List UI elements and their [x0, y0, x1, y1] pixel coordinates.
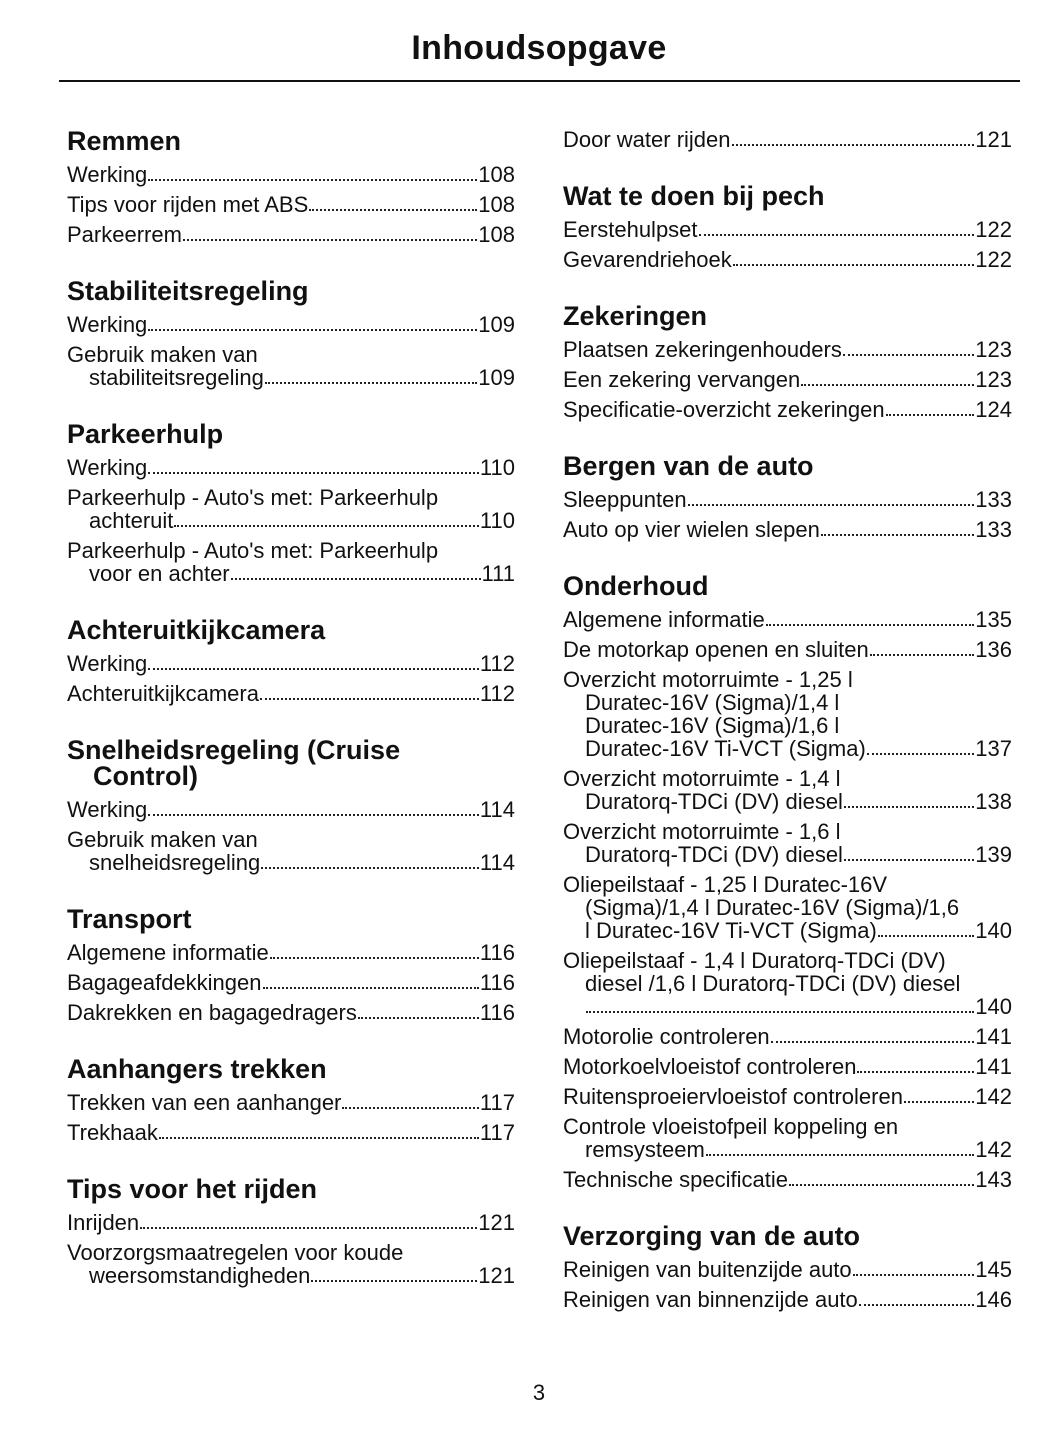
toc-page-number[interactable]: 133 [975, 487, 1012, 512]
section-heading-line: Parkeerhulp [67, 419, 224, 449]
dot-leader [771, 1041, 975, 1043]
toc-entry[interactable] [563, 1288, 1012, 1311]
toc-entry[interactable] [563, 608, 1012, 631]
toc-entry-line [67, 1121, 515, 1144]
dot-leader [821, 534, 974, 536]
toc-entry-line [563, 638, 1012, 661]
toc-entry-line [67, 1264, 515, 1287]
toc-entry-text: Oliepeilstaaf - 1,25 l Duratec-16V [563, 872, 888, 897]
section-heading [67, 906, 515, 932]
toc-entry-text: Auto op vier wielen slepen [563, 517, 820, 542]
toc-entry-text: Specificatie-overzicht zekeringen [563, 397, 885, 422]
toc-entry-line [563, 843, 1012, 866]
toc-page-number[interactable]: 145 [975, 1257, 1012, 1282]
toc-entry-text: Plaatsen zekeringenhouders [563, 337, 842, 362]
toc-entry-text: Duratorq-TDCi (DV) diesel [585, 789, 843, 814]
toc-entry-text: Werking [67, 312, 148, 337]
toc-entry[interactable] [563, 820, 1012, 866]
toc-entry-text: Duratec-16V Ti-VCT (Sigma) [585, 736, 866, 761]
section-heading-line: Transport [67, 904, 192, 934]
toc-entry-text: Ruitensproeiervloeistof controleren [563, 1084, 903, 1109]
toc-page-number[interactable]: 123 [975, 367, 1012, 392]
toc-entry-line [67, 163, 515, 186]
toc-entry-line [67, 971, 515, 994]
title-divider [59, 80, 1020, 82]
toc-page-number[interactable]: 123 [975, 337, 1012, 362]
toc-entry[interactable] [563, 949, 1012, 1018]
toc-entry-line [563, 1055, 1012, 1078]
toc-page-number[interactable]: 110 [479, 508, 515, 533]
dot-leader [801, 384, 974, 386]
toc-entry-text: Gebruik maken van [67, 342, 258, 367]
toc-entry-text: Duratorq-TDCi (DV) diesel [585, 842, 843, 867]
toc-page-number[interactable]: 114 [479, 850, 515, 875]
toc-entry-line [563, 790, 1012, 813]
toc-entry-text: Werking [67, 651, 148, 676]
toc-entry[interactable] [563, 1025, 1012, 1048]
section-heading-line: Wat te doen bij pech [563, 181, 825, 211]
toc-page-number[interactable]: 137 [975, 736, 1012, 761]
dot-leader [148, 329, 477, 331]
toc-entry-text: Algemene informatie [67, 940, 269, 965]
toc-entry[interactable] [67, 828, 515, 874]
toc-entry-text: Parkeerhulp - Auto's met: Parkeerhulp [67, 538, 439, 563]
toc-entry-line [563, 128, 1012, 151]
toc-entry-line [67, 343, 515, 366]
toc-entry-line [67, 851, 515, 874]
toc-entry-line [563, 919, 1012, 942]
toc-entry-line [67, 486, 515, 509]
toc-page-number[interactable]: 124 [975, 397, 1012, 422]
toc-page-number[interactable]: 108 [478, 222, 515, 247]
toc-entry[interactable] [67, 1001, 515, 1024]
dot-leader [844, 859, 974, 861]
toc-entry-line [563, 668, 1012, 691]
dot-leader [867, 753, 975, 755]
section-heading [563, 1223, 1012, 1249]
toc-entry-line [563, 896, 1012, 919]
dot-leader [586, 1011, 974, 1013]
dot-leader [148, 472, 479, 474]
section-heading [563, 453, 1012, 479]
dot-leader [342, 1107, 479, 1109]
dot-leader [260, 698, 479, 700]
toc-entry[interactable] [563, 518, 1012, 541]
dot-leader [174, 525, 479, 527]
toc-page-number[interactable]: 110 [479, 455, 515, 480]
toc-entry[interactable] [67, 1091, 515, 1114]
toc-entry-text: Technische specificatie [563, 1167, 789, 1192]
toc-page-number[interactable]: 116 [479, 970, 515, 995]
section-heading-line: Verzorging van de auto [563, 1221, 861, 1251]
section-heading [67, 278, 515, 304]
section-heading-line: Onderhoud [563, 571, 709, 601]
toc-entry-line [563, 1138, 1012, 1161]
toc-entry[interactable] [67, 798, 515, 821]
toc-page-number[interactable]: 121 [975, 127, 1012, 152]
section-heading [67, 1056, 515, 1082]
dot-leader [859, 1304, 975, 1306]
toc-entry-line [563, 767, 1012, 790]
toc-entry[interactable] [563, 1055, 1012, 1078]
toc-page-number[interactable]: 108 [478, 162, 515, 187]
toc-entry-text: Parkeerrem [67, 222, 182, 247]
toc-entry-text: achteruit [89, 508, 174, 533]
toc-entry-line [563, 1288, 1012, 1311]
toc-entry-line [67, 456, 515, 479]
toc-entry-line [563, 1258, 1012, 1281]
toc-entry-line [67, 682, 515, 705]
toc-entry-line [67, 223, 515, 246]
toc-entry-text: Duratec-16V (Sigma)/1,4 l [585, 690, 840, 715]
dot-leader [148, 814, 479, 816]
toc-entry-text: Algemene informatie [563, 607, 765, 632]
toc-page-number[interactable]: 122 [975, 217, 1012, 242]
toc-entry-line [563, 368, 1012, 391]
toc-entry-text: Overzicht motorruimte - 1,6 l [563, 819, 841, 844]
dot-leader [853, 1274, 975, 1276]
toc-page-number[interactable]: 117 [479, 1090, 515, 1115]
toc-column-left [67, 128, 515, 1287]
toc-entry[interactable] [67, 1241, 515, 1287]
dot-leader [311, 1280, 477, 1282]
section-heading [67, 737, 515, 789]
section-heading [67, 421, 515, 447]
toc-entry[interactable] [67, 1211, 515, 1234]
toc-entry-line [67, 509, 515, 532]
toc-entry-text: voor en achter [89, 561, 230, 586]
toc-entry-line [563, 248, 1012, 271]
dot-leader [309, 209, 477, 211]
toc-entry-line [67, 652, 515, 675]
toc-entry-line [67, 313, 515, 336]
toc-entry-text: Overzicht motorruimte - 1,25 l [563, 667, 853, 692]
toc-entry-text: Trekhaak [67, 1120, 158, 1145]
toc-entry-text: diesel /1,6 l Duratorq-TDCi (DV) diesel [585, 971, 961, 996]
dot-leader [688, 504, 975, 506]
dot-leader [265, 382, 477, 384]
toc-entry-line [67, 1091, 515, 1114]
toc-entry-text: Gevarendriehoek [563, 247, 732, 272]
section-heading-line: Stabiliteitsregeling [67, 276, 309, 306]
toc-entry-line [563, 714, 1012, 737]
toc-entry-text: Werking [67, 797, 148, 822]
toc-page-number[interactable]: 133 [975, 517, 1012, 542]
toc-entry[interactable] [563, 1115, 1012, 1161]
page-title: Inhoudsopgave [411, 29, 667, 67]
toc-entry[interactable] [67, 313, 515, 336]
toc-entry-line [563, 1168, 1012, 1191]
toc-entry[interactable] [563, 128, 1012, 151]
toc-entry-line [563, 972, 1012, 995]
section-heading-line: Snelheidsregeling (Cruise [67, 735, 401, 765]
toc-entry[interactable] [563, 638, 1012, 661]
toc-page-number[interactable]: 116 [479, 1000, 515, 1025]
toc-entry-text: Motorolie controleren [563, 1024, 770, 1049]
section-heading-line: Bergen van de auto [563, 451, 814, 481]
toc-entry-text: Eerstehulpset [563, 217, 698, 242]
toc-entry-text: Werking [67, 455, 148, 480]
toc-page-number[interactable]: 140 [975, 994, 1012, 1019]
toc-page-number[interactable]: 135 [975, 607, 1012, 632]
dot-leader [886, 414, 975, 416]
toc-entry-text: Achteruitkijkcamera [67, 681, 259, 706]
toc-page-number[interactable]: 109 [478, 365, 515, 390]
toc-entry-line [67, 1241, 515, 1264]
toc-entry-line [563, 1085, 1012, 1108]
toc-entry-text: Oliepeilstaaf - 1,4 l Duratorq-TDCi (DV) [563, 948, 946, 973]
toc-entry[interactable] [563, 368, 1012, 391]
dot-leader [159, 1137, 479, 1139]
toc-page-number[interactable]: 111 [481, 561, 515, 586]
toc-entry[interactable] [563, 218, 1012, 241]
toc-entry-line [563, 873, 1012, 896]
dot-leader [699, 234, 975, 236]
toc-entry-text: Overzicht motorruimte - 1,4 l [563, 766, 841, 791]
dot-leader [148, 179, 477, 181]
toc-page-number[interactable]: 142 [975, 1084, 1012, 1109]
toc-entry[interactable] [563, 1258, 1012, 1281]
toc-entry-text: Dakrekken en bagagedragers [67, 1000, 357, 1025]
toc-page-number[interactable]: 143 [975, 1167, 1012, 1192]
toc-entry[interactable] [67, 343, 515, 389]
toc-entry-line [67, 562, 515, 585]
toc-entry-text: Trekken van een aanhanger [67, 1090, 342, 1115]
section-heading-line: Control) [93, 761, 198, 791]
toc-entry-text: Parkeerhulp - Auto's met: Parkeerhulp [67, 485, 439, 510]
dot-leader [732, 144, 975, 146]
toc-entry-text: snelheidsregeling [89, 850, 261, 875]
toc-entry-line [563, 518, 1012, 541]
toc-page-number[interactable]: 116 [479, 940, 515, 965]
toc-entry-line [67, 539, 515, 562]
toc-page-number[interactable]: 141 [975, 1054, 1012, 1079]
section-heading-line: Zekeringen [563, 301, 708, 331]
dot-leader [733, 264, 975, 266]
toc-page-number[interactable]: 138 [975, 789, 1012, 814]
toc-entry-text: stabiliteitsregeling [89, 365, 264, 390]
toc-entry[interactable] [563, 873, 1012, 942]
toc-entry[interactable] [67, 456, 515, 479]
section-heading [563, 573, 1012, 599]
toc-entry-text: Bagageafdekkingen [67, 970, 262, 995]
dot-leader [766, 624, 975, 626]
toc-entry[interactable] [563, 338, 1012, 361]
toc-entry-line [67, 1211, 515, 1234]
toc-entry-text: De motorkap openen en sluiten [563, 637, 869, 662]
toc-entry-text: Motorkoelvloeistof controleren [563, 1054, 857, 1079]
dot-leader [843, 354, 974, 356]
toc-page-number[interactable]: 142 [975, 1137, 1012, 1162]
toc-entry[interactable] [67, 486, 515, 532]
toc-entry-line [563, 218, 1012, 241]
toc-page-number[interactable]: 121 [478, 1263, 515, 1288]
toc-entry-line [563, 398, 1012, 421]
dot-leader [231, 578, 481, 580]
section-heading-line: Achteruitkijkcamera [67, 615, 326, 645]
toc-entry[interactable] [563, 1085, 1012, 1108]
toc-page-number[interactable]: 112 [479, 651, 515, 676]
toc-entry[interactable] [67, 1121, 515, 1144]
toc-entry-text: Tips voor rijden met ABS [67, 192, 309, 217]
dot-leader [270, 957, 479, 959]
toc-entry-text: Sleeppunten [563, 487, 687, 512]
toc-page-number[interactable]: 141 [975, 1024, 1012, 1049]
dot-leader [789, 1184, 974, 1186]
toc-entry-line [563, 737, 1012, 760]
toc-entry-line [67, 366, 515, 389]
toc-entry-text: remsysteem [585, 1137, 705, 1162]
section-heading-line: Remmen [67, 126, 182, 156]
toc-page-number[interactable]: 136 [975, 637, 1012, 662]
toc-entry-line [563, 949, 1012, 972]
toc-page-number[interactable]: 117 [479, 1120, 515, 1145]
toc-column-right [563, 128, 1012, 1311]
toc-page-number[interactable]: 140 [975, 918, 1012, 943]
section-heading [563, 303, 1012, 329]
toc-entry-line [563, 1025, 1012, 1048]
toc-entry-line [67, 828, 515, 851]
toc-page-number[interactable]: 109 [478, 312, 515, 337]
toc-entry[interactable] [563, 1168, 1012, 1191]
toc-page-number[interactable]: 139 [975, 842, 1012, 867]
dot-leader [904, 1101, 974, 1103]
dot-leader [140, 1227, 477, 1229]
toc-entry[interactable] [67, 652, 515, 675]
toc-page-number[interactable]: 146 [975, 1287, 1012, 1312]
toc-entry[interactable] [67, 193, 515, 216]
section-heading [563, 183, 1012, 209]
toc-entry[interactable] [563, 248, 1012, 271]
dot-leader [878, 935, 975, 937]
toc-entry-text: (Sigma)/1,4 l Duratec-16V (Sigma)/1,6 [585, 895, 960, 920]
toc-entry-line [563, 691, 1012, 714]
toc-entry-line [67, 1001, 515, 1024]
toc-entry-line [563, 338, 1012, 361]
toc-page-number[interactable]: 121 [478, 1210, 515, 1235]
dot-leader [857, 1071, 974, 1073]
section-heading [67, 1176, 515, 1202]
toc-entry[interactable] [67, 539, 515, 585]
toc-page-number[interactable]: 112 [479, 681, 515, 706]
toc-entry[interactable] [563, 488, 1012, 511]
toc-entry-line [67, 193, 515, 216]
section-heading-line: Aanhangers trekken [67, 1054, 327, 1084]
toc-page-number[interactable]: 122 [975, 247, 1012, 272]
dot-leader [706, 1154, 974, 1156]
toc-entry-line [67, 798, 515, 821]
toc-entry-line [67, 941, 515, 964]
toc-entry-text: Inrijden [67, 1210, 140, 1235]
toc-entry-text: Voorzorgsmaatregelen voor koude [67, 1240, 404, 1265]
page-number: 3 [532, 1380, 546, 1405]
toc-entry[interactable] [563, 668, 1012, 760]
toc-entry-text: Controle vloeistofpeil koppeling en [563, 1114, 899, 1139]
dot-leader [844, 806, 974, 808]
dot-leader [183, 239, 477, 241]
section-heading [67, 617, 515, 643]
toc-entry-text: Reinigen van buitenzijde auto [563, 1257, 852, 1282]
toc-entry-text: Werking [67, 162, 148, 187]
toc-page-number[interactable]: 114 [479, 797, 515, 822]
toc-entry-text: Duratec-16V (Sigma)/1,6 l [585, 713, 840, 738]
toc-entry-text: weersomstandigheden [89, 1263, 311, 1288]
toc-entry[interactable] [67, 163, 515, 186]
toc-entry[interactable] [563, 767, 1012, 813]
toc-entry-line [563, 995, 1012, 1018]
toc-entry-text: Door water rijden [563, 127, 731, 152]
section-heading [67, 128, 515, 154]
toc-entry[interactable] [563, 398, 1012, 421]
dot-leader [358, 1017, 479, 1019]
toc-entry[interactable] [67, 682, 515, 705]
toc-entry-line [563, 820, 1012, 843]
dot-leader [263, 987, 479, 989]
toc-entry[interactable] [67, 941, 515, 964]
toc-entry[interactable] [67, 223, 515, 246]
toc-entry-line [563, 608, 1012, 631]
dot-leader [148, 668, 479, 670]
toc-entry-text: l Duratec-16V Ti-VCT (Sigma) [585, 918, 877, 943]
toc-entry-text: Een zekering vervangen [563, 367, 801, 392]
dot-leader [261, 867, 479, 869]
toc-entry-text: Reinigen van binnenzijde auto [563, 1287, 858, 1312]
section-heading-line: Tips voor het rijden [67, 1174, 318, 1204]
toc-entry-line [563, 488, 1012, 511]
toc-page-number[interactable]: 108 [478, 192, 515, 217]
dot-leader [870, 654, 975, 656]
toc-entry[interactable] [67, 971, 515, 994]
toc-entry-line [563, 1115, 1012, 1138]
toc-entry-text: Gebruik maken van [67, 827, 258, 852]
